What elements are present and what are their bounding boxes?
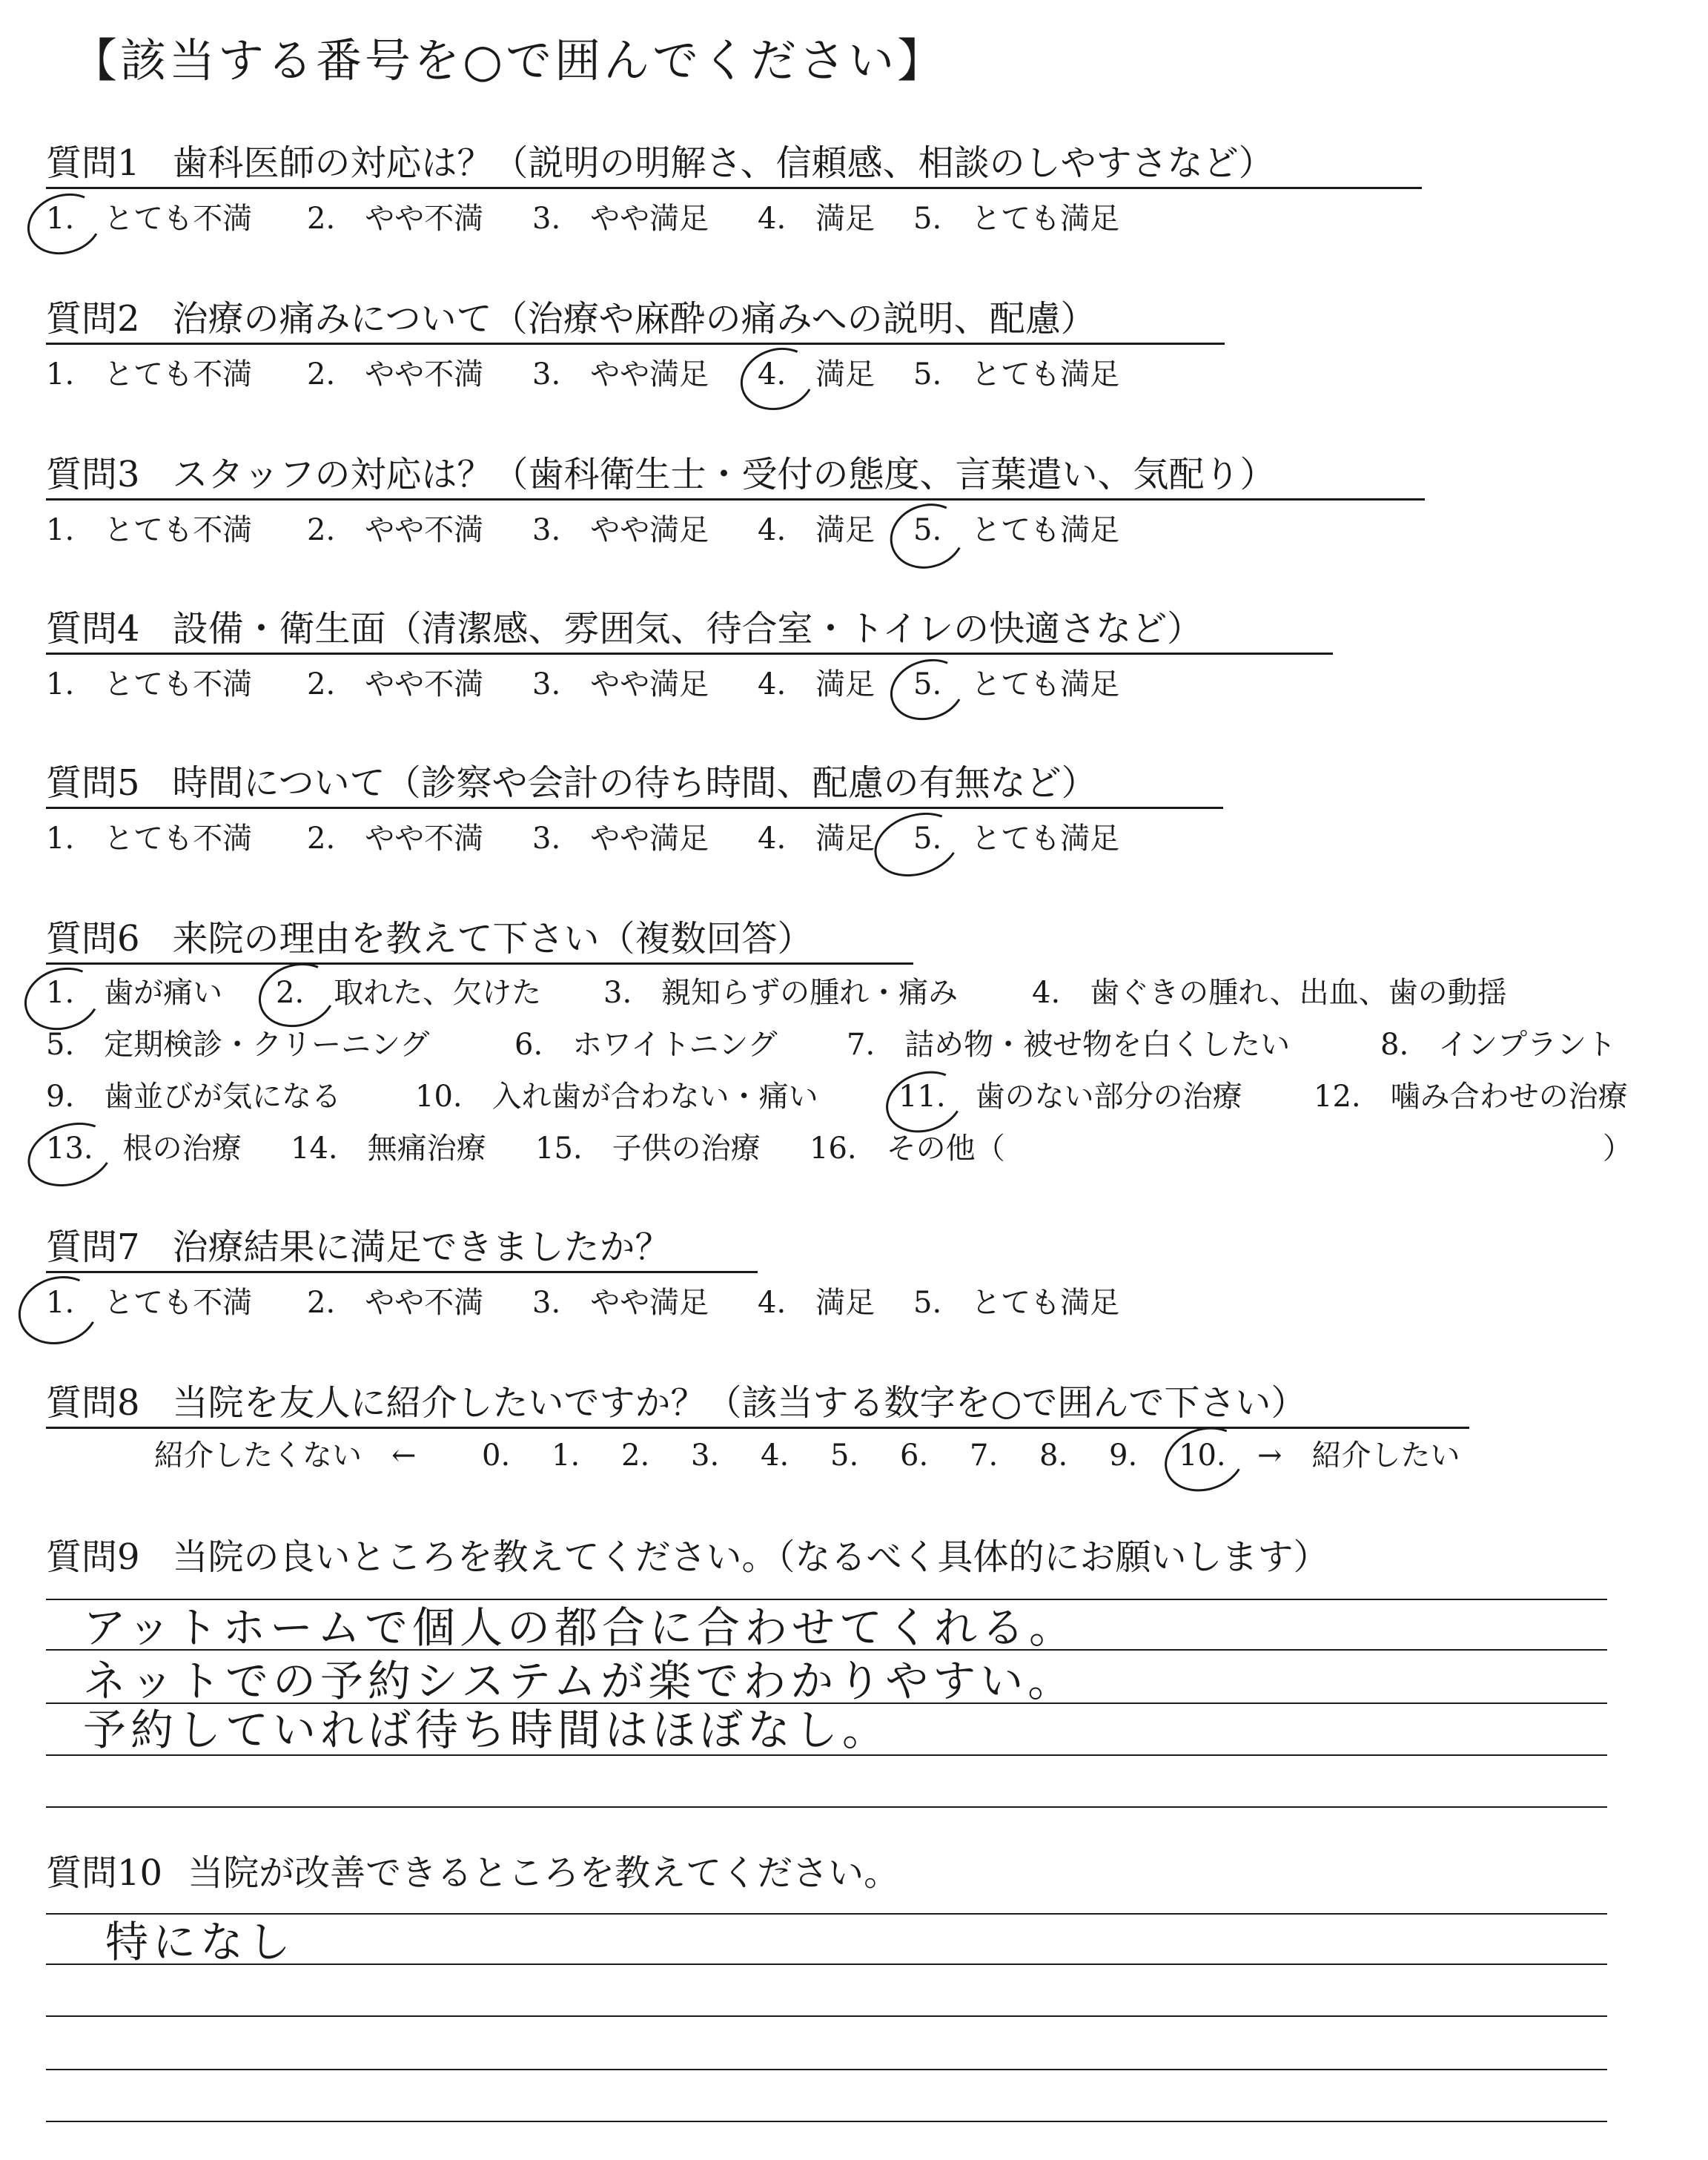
question-7-number: 質問7 <box>46 1226 140 1268</box>
q8-scale-6[interactable]: 6. <box>900 1439 929 1473</box>
question-9-heading <box>46 1535 1329 1579</box>
q8-scale-2[interactable]: 2. <box>621 1439 650 1473</box>
q5-option-1[interactable]: 1. とても不満 <box>46 822 253 856</box>
q9-writing-line-5 <box>46 1806 1607 1808</box>
q2-option-4[interactable]: 4. 満足 <box>758 357 875 392</box>
q4-option-5[interactable]: 5. とても満足 <box>913 667 1120 701</box>
question-2-underline <box>46 343 1225 345</box>
q7-option-4[interactable]: 4. 満足 <box>758 1286 875 1320</box>
question-10-heading <box>46 1851 899 1895</box>
question-3-heading <box>46 452 1276 497</box>
q5-option-2[interactable]: 2. やや不満 <box>307 822 484 856</box>
q1-option-5[interactable]: 5. とても満足 <box>913 202 1120 236</box>
q7-option-2[interactable]: 2. やや不満 <box>307 1286 484 1320</box>
q9-answer-line-2: ネットでの予約システムが楽でわかりやすい。 <box>83 1656 1076 1706</box>
question-8-heading <box>46 1381 1306 1425</box>
q6-option-15[interactable]: 15. 子供の治療 <box>535 1132 761 1166</box>
question-8-underline <box>46 1427 1469 1429</box>
q4-option-1[interactable]: 1. とても不満 <box>46 667 253 701</box>
q10-writing-line-1 <box>46 1913 1607 1915</box>
q1-option-1[interactable]: 1. とても不満 <box>46 202 253 236</box>
q8-right-label: → 紹介したい <box>1257 1439 1460 1473</box>
question-8-text: 当院を友人に紹介したいですか？（該当する数字を○で囲んで下さい） <box>172 1382 1307 1424</box>
q8-scale-4[interactable]: 4. <box>761 1439 790 1473</box>
q8-scale-5[interactable]: 5. <box>830 1439 859 1473</box>
q2-option-2[interactable]: 2. やや不満 <box>307 357 484 392</box>
question-7-text: 治療結果に満足できましたか？ <box>172 1226 671 1268</box>
q6-option-8[interactable]: 8. インプラント <box>1380 1028 1617 1062</box>
q8-scale-1[interactable]: 1. <box>552 1439 580 1473</box>
q1-option-4[interactable]: 4. 満足 <box>758 202 875 236</box>
q2-option-3[interactable]: 3. やや満足 <box>532 357 709 392</box>
question-5-text: 時間について（診察や会計の待ち時間、配慮の有無など） <box>172 762 1097 804</box>
question-2-number: 質問2 <box>46 298 140 340</box>
q6-option-5[interactable]: 5. 定期検診・クリーニング <box>46 1028 430 1062</box>
q8-left-label: 紹介したくない ← <box>154 1439 417 1473</box>
q6-option-16[interactable]: 16. その他（ <box>810 1132 1005 1166</box>
question-5-number: 質問5 <box>46 762 140 804</box>
q6-option-4[interactable]: 4. 歯ぐきの腫れ、出血、歯の動揺 <box>1032 976 1507 1010</box>
q2-option-5[interactable]: 5. とても満足 <box>913 357 1120 392</box>
question-4-text: 設備・衛生面（清潔感、雰囲気、待合室・トイレの快適さなど） <box>172 608 1203 650</box>
question-1-number: 質問1 <box>46 142 140 184</box>
q3-option-1[interactable]: 1. とても不満 <box>46 513 253 547</box>
q6-option-2[interactable]: 2. 取れた、欠けた <box>276 976 542 1010</box>
question-4-number: 質問4 <box>46 608 140 650</box>
q8-scale-9[interactable]: 9. <box>1109 1439 1138 1473</box>
q9-answer-line-1: アットホームで個人の都合に合わせてくれる。 <box>83 1602 1076 1653</box>
q3-option-3[interactable]: 3. やや満足 <box>532 513 709 547</box>
q6-option-12[interactable]: 12. 噛み合わせの治療 <box>1314 1080 1628 1114</box>
q8-scale-0[interactable]: 0. <box>482 1439 511 1473</box>
q10-writing-line-3 <box>46 2015 1607 2017</box>
question-1-heading <box>46 141 1274 185</box>
question-4-heading <box>46 607 1202 651</box>
q5-option-5[interactable]: 5. とても満足 <box>913 822 1120 856</box>
q8-scale-8[interactable]: 8. <box>1039 1439 1068 1473</box>
question-6-number: 質問6 <box>46 918 140 960</box>
question-6-text: 来院の理由を教えて下さい（複数回答） <box>172 918 813 960</box>
q5-option-4[interactable]: 4. 満足 <box>758 822 875 856</box>
q5-selection-circle <box>866 802 968 887</box>
q4-selection-circle <box>882 650 973 730</box>
question-7-underline <box>46 1271 758 1273</box>
q3-option-5[interactable]: 5. とても満足 <box>913 513 1120 547</box>
q4-option-3[interactable]: 3. やや満足 <box>532 667 709 701</box>
q10-writing-line-5 <box>46 2121 1607 2122</box>
q6-option-13[interactable]: 13. 根の治療 <box>46 1132 242 1166</box>
q5-option-3[interactable]: 3. やや満足 <box>532 822 709 856</box>
q6-option-9[interactable]: 9. 歯並びが気になる <box>46 1080 342 1114</box>
question-2-heading <box>46 297 1096 341</box>
q10-writing-line-4 <box>46 2069 1607 2070</box>
q8-selection-circle <box>1156 1417 1254 1502</box>
q1-option-3[interactable]: 3. やや満足 <box>532 202 709 236</box>
question-8-number: 質問8 <box>46 1382 140 1424</box>
q6-option-11[interactable]: 11. 歯のない部分の治療 <box>898 1080 1242 1114</box>
q2-option-1[interactable]: 1. とても不満 <box>46 357 253 392</box>
q9-answer-line-3: 予約していれば待ち時間はほぼなし。 <box>83 1705 890 1755</box>
question-1-underline <box>46 187 1422 189</box>
q8-scale-7[interactable]: 7. <box>970 1439 999 1473</box>
question-10-number: 質問10 <box>46 1852 163 1894</box>
q7-option-1[interactable]: 1. とても不満 <box>46 1286 253 1320</box>
question-9-number: 質問9 <box>46 1536 140 1578</box>
q3-selection-circle <box>881 494 973 578</box>
q10-answer-line-1: 特になし <box>105 1917 296 1967</box>
question-3-underline <box>46 498 1425 501</box>
question-7-heading <box>46 1225 671 1269</box>
page-title: 【該当する番号を○で囲んでください】 <box>71 33 947 87</box>
q3-option-4[interactable]: 4. 満足 <box>758 513 875 547</box>
question-1-text: 歯科医師の対応は？（説明の明解さ、信頼感、相談のしやすさなど） <box>172 142 1274 184</box>
q4-option-4[interactable]: 4. 満足 <box>758 667 875 701</box>
q7-option-3[interactable]: 3. やや満足 <box>532 1286 709 1320</box>
q4-option-2[interactable]: 2. やや不満 <box>307 667 484 701</box>
question-2-text: 治療の痛みについて（治療や麻酔の痛みへの説明、配慮） <box>172 298 1096 340</box>
q7-selection-circle <box>10 1266 107 1355</box>
q6-selection-circle-13 <box>19 1112 122 1197</box>
question-4-underline <box>46 653 1333 655</box>
question-6-underline <box>46 962 913 965</box>
q6-option-7[interactable]: 7. 詰め物・被せ物を白くしたい <box>847 1028 1291 1062</box>
question-5-underline <box>46 807 1223 809</box>
q6-option-6[interactable]: 6. ホワイトニング <box>514 1028 778 1062</box>
q9-writing-line-1 <box>46 1599 1607 1600</box>
q1-selection-circle <box>19 184 110 264</box>
question-9-text: 当院の良いところを教えてください。（なるべく具体的にお願いします） <box>172 1536 1329 1578</box>
q6-option-14[interactable]: 14. 無痛治療 <box>291 1132 486 1166</box>
q6-other-close-paren: ） <box>1603 1132 1632 1166</box>
question-3-text: スタッフの対応は？（歯科衛生士・受付の態度、言葉遣い、気配り） <box>172 454 1276 495</box>
q2-selection-circle <box>732 338 823 420</box>
question-6-heading <box>46 916 813 961</box>
q1-option-2[interactable]: 2. やや不満 <box>307 202 484 236</box>
q6-option-3[interactable]: 3. 親知らずの腫れ・痛み <box>603 976 959 1010</box>
q3-option-2[interactable]: 2. やや不満 <box>307 513 484 547</box>
question-3-number: 質問3 <box>46 454 140 495</box>
question-5-heading <box>46 761 1097 805</box>
question-10-text: 当院が改善できるところを教えてください。 <box>188 1852 900 1894</box>
q7-option-5[interactable]: 5. とても満足 <box>913 1286 1120 1320</box>
q6-option-1[interactable]: 1. 歯が痛い <box>46 976 223 1010</box>
q8-scale-3[interactable]: 3. <box>691 1439 720 1473</box>
q6-option-10[interactable]: 10. 入れ歯が合わない・痛い <box>415 1080 818 1114</box>
q8-scale-10[interactable]: 10. <box>1179 1439 1226 1473</box>
